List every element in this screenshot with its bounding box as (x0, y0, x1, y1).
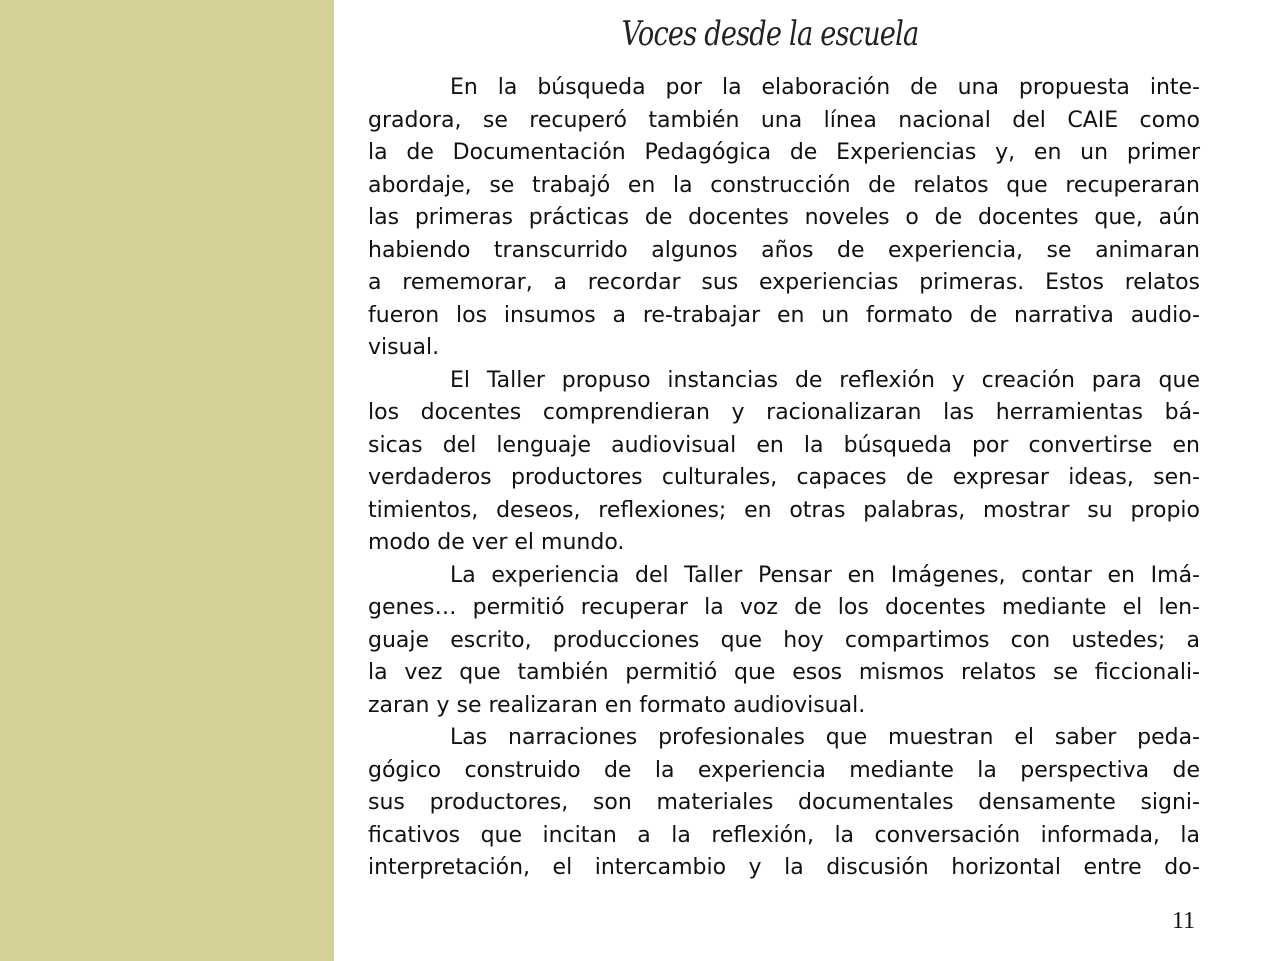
text-line: En la búsqueda por la elaboración de una propuesta inte- (450, 75, 1200, 100)
text-line: modo de ver el mundo. (368, 530, 625, 555)
text-line: fueron los insumos a re-trabajar en un formato de narrativa audio- (368, 302, 1200, 328)
text-line: genes… permitió recuperar la voz de los docentes mediante el len- (368, 595, 1200, 620)
text-line: las primeras prácticas de docentes noveles o de docentes que, aún (368, 205, 1200, 230)
paragraph (368, 722, 1200, 885)
text-line: la vez que también permitió que esos mismos relatos se ficcionali- (368, 660, 1200, 685)
text-line: gradora, se recuperó también una línea nacional del CAIE como (368, 107, 1200, 133)
text-line: verdaderos productores culturales, capaces de expresar ideas, sen- (368, 465, 1200, 490)
text-line: gógico construido de la experiencia mediante la perspectiva de (368, 757, 1200, 783)
text-line: habiendo transcurrido algunos años de experiencia, se animaran (368, 237, 1200, 263)
text-line: Las narraciones profesionales que muestran el saber peda- (450, 725, 1200, 750)
page-number: 11 (1172, 908, 1196, 934)
decorative-side-band (0, 0, 334, 961)
text-line: ficativos que incitan a la reflexión, la conversación informada, la (368, 822, 1200, 848)
text-line: timientos, deseos, reflexiones; en otras palabras, mostrar su propio (368, 497, 1200, 523)
paragraph (368, 365, 1200, 560)
running-header: Voces desde la escuela (621, 14, 919, 54)
text-line: visual. (368, 335, 440, 360)
text-line: abordaje, se trabajó en la construcción de relatos que recuperaran (368, 172, 1200, 198)
text-line: los docentes comprendieran y racionalizaran las herramientas bá- (368, 400, 1200, 425)
text-line: La experiencia del Taller Pensar en Imágenes, contar en Imá- (450, 562, 1200, 588)
text-line: la de Documentación Pedagógica de Experiencias y, en un primer (368, 140, 1200, 165)
paragraph (368, 560, 1200, 723)
text-line: a rememorar, a recordar sus experiencias primeras. Estos relatos (368, 270, 1200, 295)
text-line: sicas del lenguaje audiovisual en la búsqueda por convertirse en (368, 432, 1200, 458)
text-line: zaran y se realizaran en formato audiovisual. (368, 692, 866, 718)
text-line: sus productores, son materiales documentales densamente signi- (368, 790, 1200, 815)
text-line: El Taller propuso instancias de reflexión y creación para que (450, 367, 1200, 393)
text-line: guaje escrito, producciones que hoy compartimos con ustedes; a (368, 627, 1200, 653)
body-text (368, 72, 1200, 885)
paragraph (368, 72, 1200, 365)
text-line: interpretación, el intercambio y la discusión horizontal entre do- (368, 855, 1200, 880)
